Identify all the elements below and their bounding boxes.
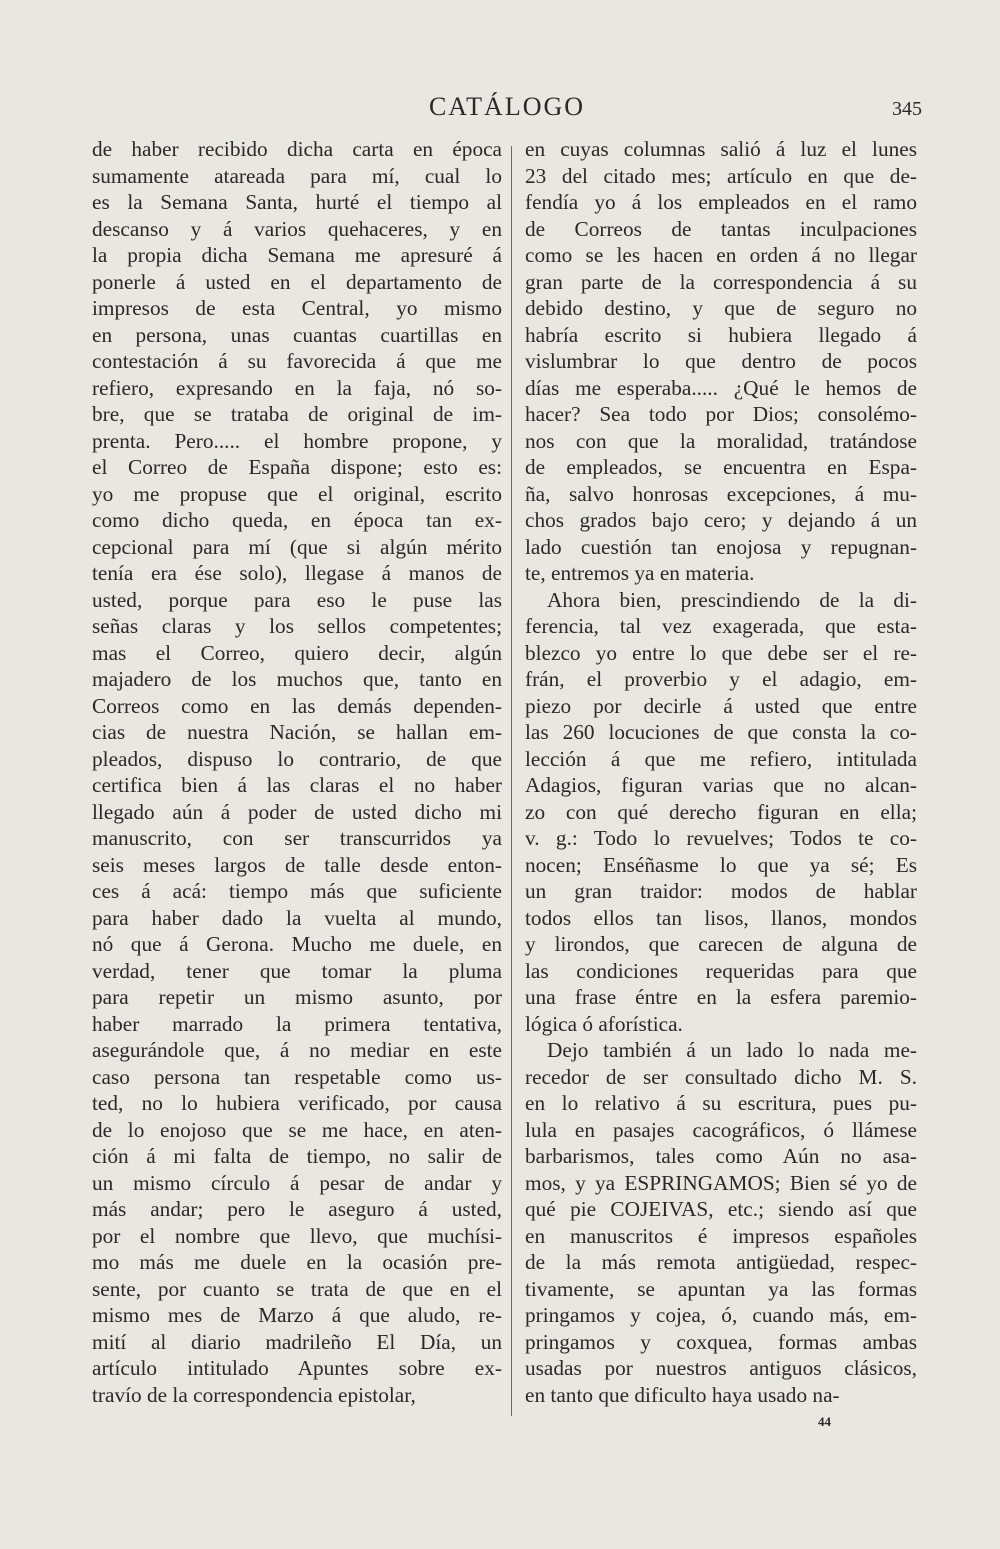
text-line: para repetir un mismo asunto, por (92, 985, 502, 1009)
text-line: pringamos y coxquea, formas ambas (525, 1329, 917, 1354)
text-line: gran parte de la correspondencia á su (525, 269, 917, 294)
text-line: pleados, dispuso lo contrario, de que (92, 746, 502, 771)
text-line: en cuyas columnas salió á luz el lunes (525, 137, 917, 161)
text-line: refiero, expresando en la faja, nó so- (92, 375, 502, 400)
text-line: ces á acá: tiempo más que suficiente (92, 879, 502, 903)
text-line: tivamente, se apuntan ya las formas (525, 1276, 917, 1301)
text-line: y lirondos, que carecen de alguna de (525, 932, 917, 956)
text-line: ción á mi falta de tiempo, no salir de (92, 1144, 502, 1168)
text-line: señas claras y los sellos competentes; (92, 614, 502, 638)
text-line: todos ellos tan lisos, llanos, mondos (525, 905, 917, 930)
text-line: de haber recibido dicha carta en época (92, 137, 502, 161)
text-line: en lo relativo á su escritura, pues pu- (525, 1091, 917, 1115)
text-line: fendía yo á los empleados en el ramo (525, 190, 917, 214)
text-line: sumamente atareada para mí, cual lo (92, 163, 502, 188)
text-line: haber marrado la primera tentativa, (92, 1011, 502, 1036)
text-line: lula en pasajes cacográficos, ó llámese (525, 1117, 917, 1142)
text-line: vislumbrar lo que dentro de pocos (525, 349, 917, 373)
page-number: 345 (892, 98, 922, 120)
text-line: como se les hacen en orden á no llegar (525, 243, 917, 267)
text-line: es la Semana Santa, hurté el tiempo al (92, 190, 502, 214)
text-line: cepcional para mí (que si algún mérito (92, 534, 502, 559)
text-line: seis meses largos de talle desde enton- (92, 852, 502, 877)
text-line: ponerle á usted en el departamento de (92, 269, 502, 294)
text-line: lógica ó aforística. (525, 1011, 683, 1036)
text-line: lección á que me refiero, intitulada (525, 746, 917, 771)
text-line: manuscrito, con ser transcurridos ya (92, 826, 502, 850)
text-line: yo me propuse que el original, escrito (92, 481, 502, 506)
text-line: más andar; pero le aseguro á usted, (92, 1197, 502, 1221)
text-line: mití al diario madrileño El Día, un (92, 1329, 502, 1354)
text-line: impresos de esta Central, yo mismo (92, 296, 502, 320)
text-line: por el nombre que llevo, que muchísi- (92, 1223, 502, 1248)
text-line: bre, que se trataba de original de im- (92, 402, 502, 426)
text-line: para haber dado la vuelta al mundo, (92, 905, 502, 930)
text-line: 23 del citado mes; artículo en que de- (525, 163, 917, 188)
text-line: te, entremos ya en materia. (525, 561, 755, 585)
text-line: ferencia, tal vez exagerada, que esta- (525, 614, 917, 638)
running-title: CATÁLOGO (428, 92, 586, 121)
text-line: en tanto que dificulto haya usado na- (525, 1382, 840, 1407)
text-line: contestación á su favorecida á que me (92, 349, 502, 373)
text-line: habría escrito si hubiera llegado á (525, 322, 917, 347)
text-line: lado cuestión tan enojosa y repugnan- (525, 534, 917, 559)
text-line: en persona, unas cuantas cuartillas en (92, 322, 502, 347)
text-line: Correos como en las demás dependen- (92, 693, 502, 718)
text-line: caso persona tan respetable como us- (92, 1064, 502, 1089)
text-line: llegado aún á poder de usted dicho mi (92, 799, 502, 824)
text-line: sente, por cuanto se trata de que en el (92, 1276, 502, 1301)
text-line: frán, el proverbio y el adagio, em- (525, 667, 917, 691)
text-line: certifica bien á las claras el no haber (92, 773, 502, 797)
right-text-column (525, 136, 917, 1408)
column-divider (511, 146, 512, 1416)
signature-mark: 44 (818, 1414, 831, 1429)
text-line: el Correo de España dispone; esto es: (92, 455, 502, 479)
text-line: nocen; Enséñasme lo que ya sé; Es (525, 852, 917, 877)
text-line: de empleados, se encuentra en Espa- (525, 455, 917, 479)
text-line: días me esperaba..... ¿Qué le hemos de (525, 375, 917, 400)
text-line: nos con que la moralidad, tratándose (525, 428, 917, 453)
text-line: artículo intitulado Apuntes sobre ex- (92, 1356, 502, 1380)
text-line: verdad, tener que tomar la pluma (92, 958, 502, 983)
text-line: en manuscritos é impresos españoles (525, 1223, 917, 1248)
text-line: chos grados bajo cero; y dejando á un (525, 508, 917, 532)
text-line: hacer? Sea todo por Dios; consolémo- (525, 402, 917, 426)
left-text-column (92, 136, 502, 1408)
text-line: mo más me duele en la ocasión pre- (92, 1250, 502, 1274)
text-line: recedor de ser consultado dicho M. S. (525, 1064, 917, 1089)
text-line: una frase éntre en la esfera paremio- (525, 985, 917, 1009)
text-line: descanso y á varios quehaceres, y en (92, 216, 502, 241)
text-line: nó que á Gerona. Mucho me duele, en (92, 932, 502, 956)
text-line: como dicho queda, en época tan ex- (92, 508, 502, 532)
text-line: zo con qué derecho figuran en ella; (525, 799, 917, 824)
text-line: Dejo también á un lado lo nada me- (547, 1038, 917, 1062)
text-line: piezo por decirle á usted que entre (525, 693, 917, 718)
text-line: la propia dicha Semana me apresuré á (92, 243, 502, 267)
text-line: asegurándole que, á no mediar en este (92, 1038, 502, 1062)
text-line: usadas por nuestros antiguos clásicos, (525, 1356, 917, 1380)
text-line: qué pie COJEIVAS, etc.; siendo así que (525, 1197, 917, 1221)
text-line: pringamos y cojea, ó, cuando más, em- (525, 1303, 917, 1327)
text-line: de Correos de tantas inculpaciones (525, 216, 917, 241)
page-header (92, 92, 922, 132)
text-line: un gran traidor: modos de hablar (525, 879, 917, 903)
text-line: cias de nuestra Nación, se hallan em- (92, 720, 502, 744)
text-line: ña, salvo honrosas excepciones, á mu- (525, 481, 917, 506)
text-line: Ahora bien, prescindiendo de la di- (547, 587, 917, 612)
text-line: las 260 locuciones de que consta la co- (525, 720, 917, 744)
text-line: travío de la correspondencia epistolar, (92, 1382, 416, 1407)
text-line: barbarismos, tales como Aún no asa- (525, 1144, 917, 1168)
text-line: Adagios, figuran varias que no alcan- (525, 773, 917, 797)
text-line: de la más remota antigüedad, respec- (525, 1250, 917, 1274)
text-line: mos, y ya ESPRINGAMOS; Bien sé yo de (525, 1170, 917, 1195)
text-line: mismo mes de Marzo á que aludo, re- (92, 1303, 502, 1327)
text-line: v. g.: Todo lo revuelves; Todos te co- (525, 826, 917, 850)
text-line: debido destino, y que de seguro no (525, 296, 917, 320)
text-line: blezco yo entre lo que debe ser el re- (525, 640, 917, 665)
text-line: las condiciones requeridas para que (525, 958, 917, 983)
text-line: tenía era ése solo), llegase á manos de (92, 561, 502, 585)
text-line: ted, no lo hubiera verificado, por causa (92, 1091, 502, 1115)
text-line: de lo enojoso que se me hace, en aten- (92, 1117, 502, 1142)
text-line: majadero de los muchos que, tanto en (92, 667, 502, 691)
text-line: prenta. Pero..... el hombre propone, y (92, 428, 502, 453)
text-line: mas el Correo, quiero decir, algún (92, 640, 502, 665)
text-line: un mismo círculo á pesar de andar y (92, 1170, 502, 1195)
text-line: usted, porque para eso le puse las (92, 587, 502, 612)
